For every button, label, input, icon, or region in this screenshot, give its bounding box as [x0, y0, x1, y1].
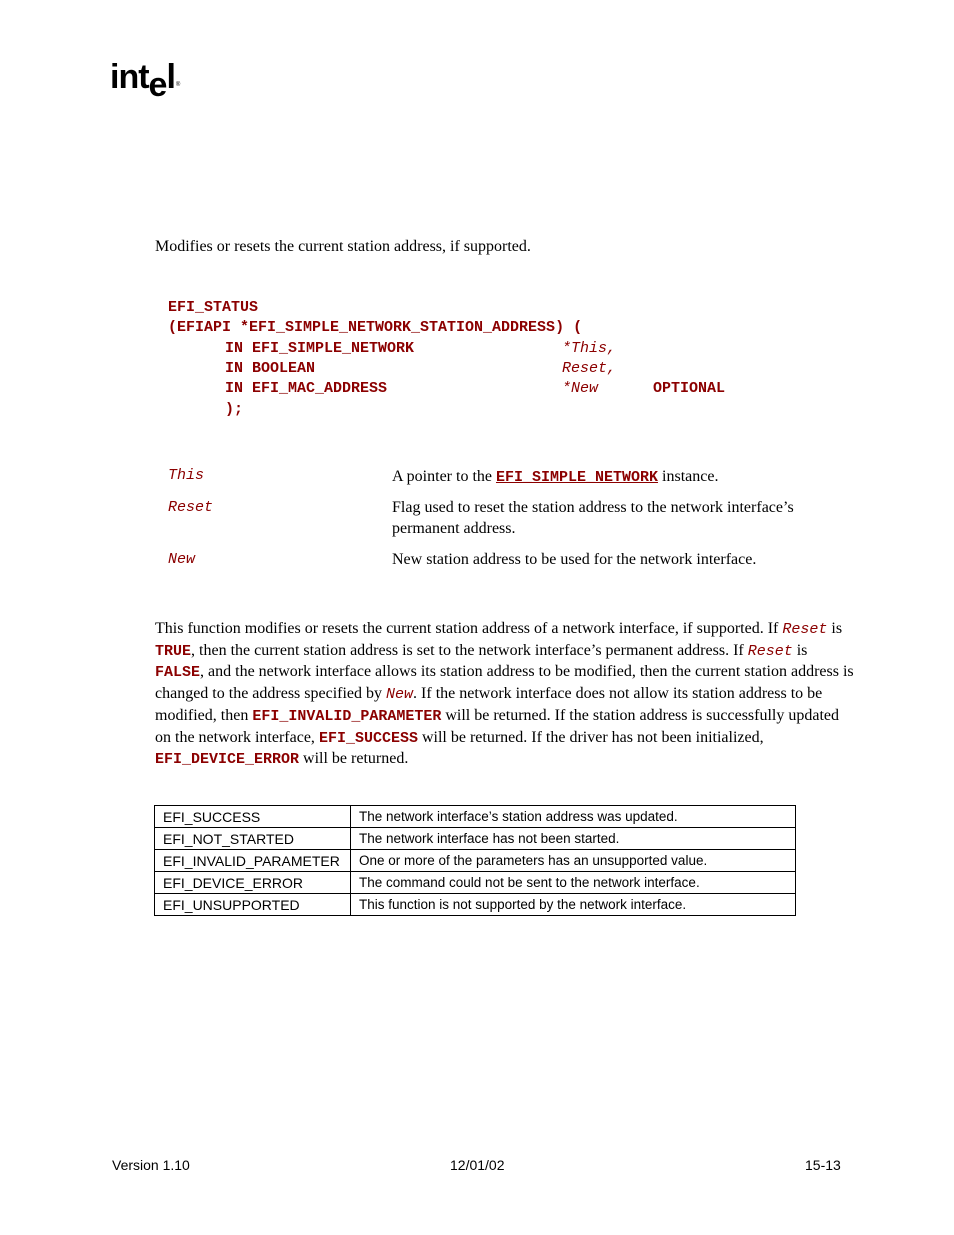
status-code: EFI_UNSUPPORTED — [155, 894, 351, 916]
param-desc-new: New station address to be used for the network interface. — [392, 551, 757, 568]
intel-logo: intel® — [110, 58, 180, 104]
table-row — [155, 894, 796, 916]
table-row — [155, 850, 796, 872]
table-row — [155, 872, 796, 894]
proto-param-type: IN BOOLEAN — [225, 360, 316, 377]
proto-param-name: Reset, — [562, 360, 617, 377]
proto-signature: (EFIAPI *EFI_SIMPLE_NETWORK_STATION_ADDRESS) ( — [168, 319, 583, 336]
footer-version: Version 1.10 — [112, 1157, 190, 1173]
proto-param-type: IN EFI_MAC_ADDRESS — [225, 380, 388, 397]
status-desc: The network interface’s station address was updated. — [351, 806, 796, 828]
footer-page-number: 15-13 — [805, 1157, 841, 1173]
status-desc: One or more of the parameters has an unsupported value. — [351, 850, 796, 872]
table-row — [155, 806, 796, 828]
proto-param-type: IN EFI_SIMPLE_NETWORK — [225, 340, 415, 357]
proto-return-type: EFI_STATUS — [168, 299, 259, 316]
param-name-this: This — [168, 467, 205, 484]
proto-close: ); — [225, 401, 244, 418]
status-desc: The command could not be sent to the network interface. — [351, 872, 796, 894]
status-code: EFI_DEVICE_ERROR — [155, 872, 351, 894]
status-code: EFI_INVALID_PARAMETER — [155, 850, 351, 872]
param-desc-this: A pointer to the EFI_SIMPLE_NETWORK instance. — [392, 468, 719, 486]
status-code: EFI_NOT_STARTED — [155, 828, 351, 850]
status-code: EFI_SUCCESS — [155, 806, 351, 828]
proto-param-name: *New — [562, 380, 599, 397]
summary-text: Modifies or resets the current station address, if supported. — [155, 238, 531, 255]
efi-simple-network-link[interactable]: EFI_SIMPLE_NETWORK — [495, 469, 659, 486]
status-desc: The network interface has not been started. — [351, 828, 796, 850]
proto-param-name: *This, — [562, 340, 617, 357]
footer-date: 12/01/02 — [450, 1157, 505, 1173]
param-desc-reset: Flag used to reset the station address to the network interface’s permanent address. — [392, 499, 794, 537]
table-row — [155, 828, 796, 850]
param-name-reset: Reset — [168, 499, 214, 516]
proto-optional: OPTIONAL — [653, 380, 726, 397]
status-desc: This function is not supported by the network interface. — [351, 894, 796, 916]
status-codes-table — [154, 805, 796, 916]
description-paragraph: This function modifies or resets the current station address of a network interface, if supported. If Reset is TRUE, then the current station address is set to the network interface’s permanent address. If Reset is FALSE, and the network interface allows its station address to be modified, then the current station address is changed to the address specified by New. If the network interface does not allow its station address to be modified, then EFI_INVALID_PARAMETER will be returned. If the station address is successfully updated on the network interface, EFI_SUCCESS will be returned. If the driver has not been initialized, EFI_DEVICE_ERROR will be returned. — [155, 620, 854, 769]
param-name-new: New — [168, 551, 196, 568]
